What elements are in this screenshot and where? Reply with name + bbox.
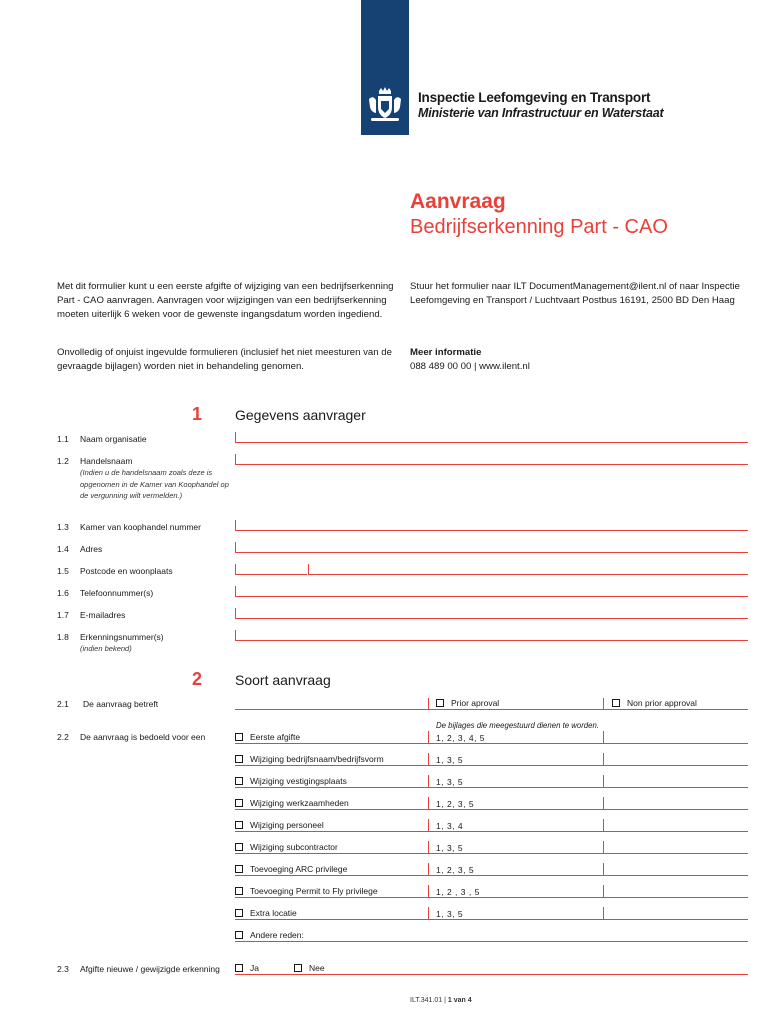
field-input-marker <box>603 885 604 897</box>
field-number: 1.3 <box>57 522 69 532</box>
prior-approval-label: Prior aproval <box>451 698 500 708</box>
field-label-handelsnaam: Handelsnaam <box>80 456 133 466</box>
option-extra-locatie[interactable] <box>235 908 297 918</box>
bijlagen-value: 1, 3, 5 <box>436 777 464 787</box>
bijlagen-value: 1, 2, 3, 5 <box>436 865 475 875</box>
field-number: 1.5 <box>57 566 69 576</box>
field-input-marker <box>428 885 429 897</box>
field-label-aanvraag-betreft: De aanvraag betreft <box>83 699 159 709</box>
intro-paragraph-1: Met dit formulier kunt u een eerste afgifte of wijziging van een bedrijfserkenning Part - CAO aanvragen. Aanvragen voor wijzigingen van een bedrijfserkenning moeten uiterlijk 6 weken voor de gewenste ingangsdatum worden ingediend. <box>57 281 394 320</box>
prior-approval-option[interactable] <box>436 698 499 708</box>
field-label-kvk: Kamer van koophandel nummer <box>80 522 201 532</box>
field-input-marker <box>428 797 429 809</box>
checkbox[interactable] <box>235 843 243 851</box>
field-number: 1.8 <box>57 632 69 642</box>
row-line <box>235 853 748 854</box>
row-line <box>235 897 748 898</box>
checkbox[interactable] <box>235 887 243 895</box>
handelsnaam-input[interactable] <box>235 464 748 465</box>
field-input-marker <box>603 819 604 831</box>
bijlagen-value: 1, 2 , 3 , 5 <box>436 887 480 897</box>
field-label-erkenningsnummer: Erkenningsnummer(s) <box>80 632 164 642</box>
field-input-marker <box>428 775 429 787</box>
erkenningsnummer-note: (indien bekend) <box>80 644 132 653</box>
postcode-input[interactable] <box>235 574 307 575</box>
checkbox[interactable] <box>235 931 243 939</box>
field-label-adres: Adres <box>80 544 103 554</box>
bijlagen-note: De bijlages die meegestuurd dienen te worden. <box>436 721 599 730</box>
checkbox[interactable] <box>235 865 243 873</box>
footer <box>410 997 472 1004</box>
row-line <box>235 787 748 788</box>
page-subtitle: Bedrijfserkenning Part - CAO <box>410 216 668 238</box>
intro-paragraph-2: Onvolledig of onjuist ingevulde formulieren (inclusief het niet meesturen van de gevraagde bijlagen) worden niet in behandeling genomen. <box>57 347 392 372</box>
field-number: 2.3 <box>57 964 69 974</box>
field-input-marker <box>428 841 429 853</box>
field-input-marker <box>428 907 429 919</box>
more-info-heading: Meer informatie <box>410 347 482 358</box>
andere-reden-input[interactable] <box>235 941 748 942</box>
field-number: 1.4 <box>57 544 69 554</box>
option-label: Wijziging bedrijfsnaam/bedrijfsvorm <box>250 754 384 764</box>
option-label: Wijziging vestigingsplaats <box>250 776 347 786</box>
row-line <box>235 875 748 876</box>
page-title: Aanvraag <box>410 190 506 213</box>
field-input-marker <box>603 841 604 853</box>
email-input[interactable] <box>235 618 748 619</box>
ja-checkbox[interactable] <box>235 964 243 972</box>
kvk-input[interactable] <box>235 530 748 531</box>
bijlagen-value: 1, 3, 4 <box>436 821 464 831</box>
field-number: 1.7 <box>57 610 69 620</box>
bijlagen-value: 1, 2, 3, 5 <box>436 799 475 809</box>
page-number: 1 van 4 <box>447 997 472 1004</box>
option-label: Toevoeging ARC privilege <box>250 864 348 874</box>
option-wijziging-personeel[interactable] <box>235 820 324 830</box>
field-input-marker <box>603 863 604 875</box>
field-input-marker <box>428 819 429 831</box>
bijlagen-value: 1, 3, 5 <box>436 909 464 919</box>
row-line <box>235 919 748 920</box>
checkbox[interactable] <box>235 909 243 917</box>
telefoon-input[interactable] <box>235 596 748 597</box>
field-input-marker <box>603 907 604 919</box>
field-number: 1.1 <box>57 434 69 444</box>
checkbox[interactable] <box>235 777 243 785</box>
bijlagen-value: 1, 3, 5 <box>436 755 464 765</box>
option-wijziging-subcontractor[interactable] <box>235 842 338 852</box>
option-ja[interactable] <box>235 963 259 973</box>
checkbox[interactable] <box>235 733 243 741</box>
field-input-marker <box>603 698 604 710</box>
option-toevoeging-permit-to-fly[interactable] <box>235 886 378 896</box>
non-prior-approval-checkbox[interactable] <box>612 699 620 707</box>
option-andere-reden[interactable] <box>235 930 304 940</box>
field-number: 2.1 <box>57 699 69 709</box>
option-label: Extra locatie <box>250 908 297 918</box>
handelsnaam-note: (Indien u de handelsnaam zoals deze is opgenomen in de Kamer van Koophandel op de vergunning wilt vermelden.) <box>80 468 229 500</box>
option-toevoeging-arc[interactable] <box>235 864 347 874</box>
ministry-name: Ministerie van Infrastructuur en Waterstaat <box>418 106 664 120</box>
nee-checkbox[interactable] <box>294 964 302 972</box>
field-number: 2.2 <box>57 732 69 742</box>
more-info-contact: 088 489 00 00 | www.ilent.nl <box>410 361 530 372</box>
field-label-naam-organisatie: Naam organisatie <box>80 434 147 444</box>
footer-separator: | <box>444 997 446 1004</box>
checkbox[interactable] <box>235 799 243 807</box>
row-line <box>235 974 748 975</box>
prior-approval-checkbox[interactable] <box>436 699 444 707</box>
option-label: Wijziging personeel <box>250 820 324 830</box>
option-eerste-afgifte[interactable] <box>235 732 300 742</box>
row-line <box>235 765 748 766</box>
option-wijziging-bedrijfsnaam[interactable] <box>235 754 384 764</box>
section-2-title: Soort aanvraag <box>235 672 331 688</box>
nee-label: Nee <box>309 963 325 973</box>
option-label: Wijziging werkzaamheden <box>250 798 349 808</box>
logo-bar <box>361 0 409 135</box>
org-name: Inspectie Leefomgeving en Transport <box>418 90 651 105</box>
submit-instructions: Stuur het formulier naar ILT DocumentManagement@ilent.nl of naar Inspectie Leefomgeving en Transport / Luchtvaart Postbus 16191, 2500 BD Den Haag <box>410 281 740 306</box>
coat-of-arms-icon <box>365 85 405 125</box>
naam-organisatie-input[interactable] <box>235 442 748 443</box>
aanvraag-betreft-line <box>235 709 748 710</box>
adres-input[interactable] <box>235 552 748 553</box>
field-input-marker <box>603 731 604 743</box>
field-number: 1.6 <box>57 588 69 598</box>
field-number: 1.2 <box>57 456 69 466</box>
checkbox[interactable] <box>235 821 243 829</box>
option-label: Andere reden: <box>250 930 304 940</box>
bijlagen-value: 1, 3, 5 <box>436 843 464 853</box>
option-label: Toevoeging Permit to Fly privilege <box>250 886 378 896</box>
field-input-marker <box>603 775 604 787</box>
section-1-title: Gegevens aanvrager <box>235 407 366 423</box>
field-label-aanvraag-bedoeld: De aanvraag is bedoeld voor een <box>80 732 206 742</box>
option-nee[interactable] <box>294 963 325 973</box>
non-prior-approval-label: Non prior approval <box>627 698 697 708</box>
non-prior-approval-option[interactable] <box>612 698 697 708</box>
field-input-marker <box>428 731 429 743</box>
section-1-number: 1 <box>191 404 202 424</box>
field-input-marker <box>428 698 429 710</box>
option-wijziging-werkzaamheden[interactable] <box>235 798 349 808</box>
ja-label: Ja <box>250 963 259 973</box>
bijlagen-value: 1, 2, 3, 4, 5 <box>436 733 486 743</box>
row-line <box>235 743 748 744</box>
row-line <box>235 809 748 810</box>
field-label-postcode-woonplaats: Postcode en woonplaats <box>80 566 173 576</box>
field-label-email: E-mailadres <box>80 610 126 620</box>
field-input-marker <box>603 797 604 809</box>
field-label-telefoon: Telefoonnummer(s) <box>80 588 154 598</box>
field-input-marker <box>603 753 604 765</box>
option-label: Wijziging subcontractor <box>250 842 338 852</box>
field-label-afgifte: Afgifte nieuwe / gewijzigde erkenning <box>80 964 220 974</box>
option-wijziging-vestigingsplaats[interactable] <box>235 776 347 786</box>
erkenningsnummer-input[interactable] <box>235 640 748 641</box>
form-code: ILT.341.01 <box>410 997 443 1004</box>
row-line <box>235 831 748 832</box>
section-2-number: 2 <box>191 669 202 689</box>
woonplaats-input[interactable] <box>308 574 748 575</box>
field-input-marker <box>428 863 429 875</box>
checkbox[interactable] <box>235 755 243 763</box>
field-input-marker <box>428 753 429 765</box>
option-label: Eerste afgifte <box>250 732 301 742</box>
